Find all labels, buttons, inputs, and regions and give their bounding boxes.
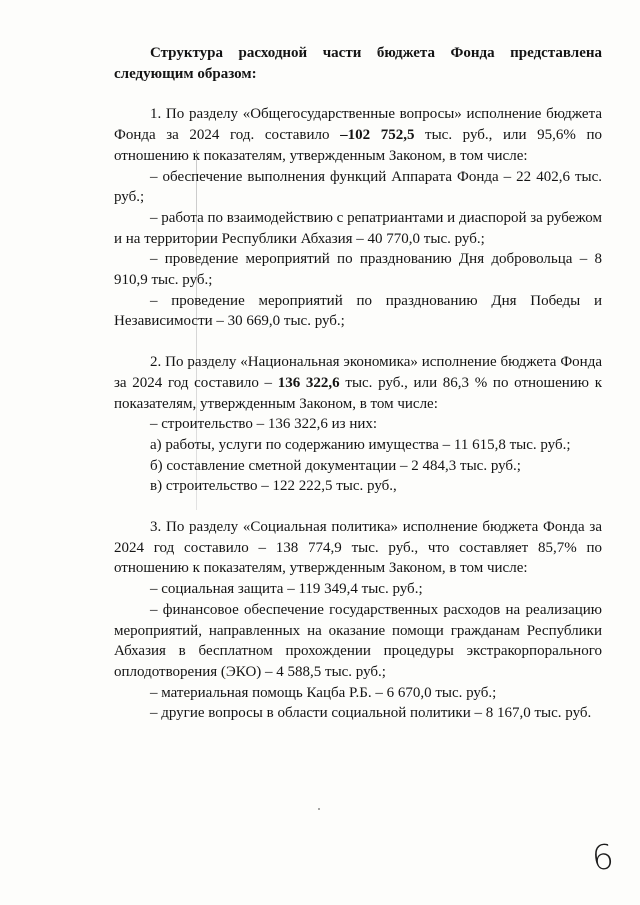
page-number: 6 <box>589 836 616 880</box>
section2-item: – строительство – 136 322,6 из них: <box>150 416 378 433</box>
scan-speck <box>318 808 320 810</box>
section2-amount: 136 322,6 <box>277 374 340 391</box>
section1-item: – обеспечение выполнения функций Аппарата Фонда – 22 402,6 тыс. руб.; <box>114 168 602 206</box>
section1-amount: –102 752,5 <box>340 127 415 144</box>
section1-item: – проведение мероприятий по празднованию Дня Победы и Независимости – 30 669,0 тыс. руб.; <box>114 292 602 330</box>
document-body <box>114 43 602 724</box>
section2-item: а) работы, услуги по содержанию имущества – 11 615,8 тыс. руб.; <box>150 436 571 453</box>
section3-item: – финансовое обеспечение государственных расходов на реализацию мероприятий, направленных на оказание помощи гражданам Республики Абхазия в бесплатном прохождении процедуры экстракорпорального оплодотворения (ЭКО) – 4 588,5 тыс. руб.; <box>114 601 602 680</box>
section1-item: – работа по взаимодействию с репатриантами и диаспорой за рубежом и на территории Республики Абхазия – 40 770,0 тыс. руб.; <box>114 209 602 247</box>
section3-intro: 3. По разделу «Социальная политика» исполнение бюджета Фонда за 2024 год составило – 138 774,9 тыс. руб., что составляет 85,7% по отношению к показателям, утвержденным Законом, в том числе: <box>114 519 602 577</box>
section1-intro: 1. По разделу «Общегосударственные вопросы» исполнение бюджета Фонда за 2024 год. составило –102 752,5 тыс. руб., или 95,6% по отношению к показателям, утвержденным Законом, в том числе: <box>114 106 602 164</box>
section1-item: – проведение мероприятий по празднованию Дня добровольца – 8 910,9 тыс. руб.; <box>114 251 602 289</box>
section3-item: – материальная помощь Кацба Р.Б. – 6 670,0 тыс. руб.; <box>150 684 497 701</box>
section3-item: – другие вопросы в области социальной политики – 8 167,0 тыс. руб. <box>150 705 592 722</box>
section2-intro: 2. По разделу «Национальная экономика» исполнение бюджета Фонда за 2024 год составило – 136 322,6 тыс. руб., или 86,3 % по отношению к показателям, утвержденным Законом, в том числе: <box>114 354 602 412</box>
section3-item: – социальная защита – 119 349,4 тыс. руб.; <box>150 581 423 598</box>
section2-item: б) составление сметной документации – 2 484,3 тыс. руб.; <box>150 457 521 474</box>
section2-item: в) строительство – 122 222,5 тыс. руб., <box>150 478 397 495</box>
section-heading: Структура расходной части бюджета Фонда представлена следующим образом: <box>114 45 602 82</box>
